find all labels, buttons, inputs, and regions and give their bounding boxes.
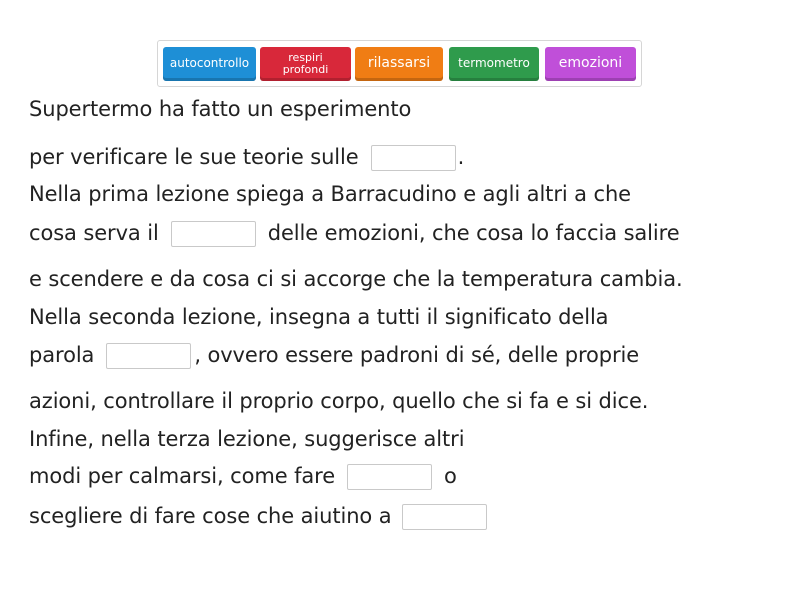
text-segment: Infine, nella terza lezione, suggerisce altri [29,427,465,451]
chip-termometro[interactable]: termometro [449,47,539,81]
chip-respiri-profondi[interactable]: respiri profondi [260,47,351,81]
text-line-9 [29,425,464,453]
chip-rilassarsi[interactable]: rilassarsi [355,47,443,81]
text-line-11 [29,502,493,530]
blank-2[interactable] [171,221,256,247]
chip-autocontrollo[interactable]: autocontrollo [163,47,256,81]
blank-4[interactable] [347,464,432,490]
text-line-4 [29,219,680,247]
text-line-3 [29,180,631,208]
text-segment: Nella seconda lezione, insegna a tutti il significato della [29,305,609,329]
text-line-6 [29,303,608,331]
text-segment: delle emozioni, che cosa lo faccia salire [267,221,680,245]
text-segment: Supertermo ha fatto un esperimento [29,97,412,121]
text-segment: parola [29,343,95,367]
text-segment: cosa serva il [29,221,159,245]
text-line-1 [29,95,411,123]
text-segment: , ovvero essere padroni di sé, delle proprie [194,343,640,367]
chip-emozioni[interactable]: emozioni [545,47,636,81]
text-segment: per verificare le sue teorie sulle [29,145,359,169]
text-segment: e scendere e da cosa ci si accorge che la temperatura cambia. [29,267,683,291]
text-line-5 [29,265,683,293]
blank-1[interactable] [371,145,456,171]
text-line-8 [29,387,648,415]
text-line-2 [29,143,464,171]
text-segment: scegliere di fare cose che aiutino a [29,504,392,528]
word-bank [157,40,642,87]
text-line-10 [29,462,457,490]
text-segment: azioni, controllare il proprio corpo, quello che si fa e si dice. [29,389,649,413]
blank-3[interactable] [106,343,191,369]
text-segment: o [444,464,457,488]
text-segment: modi per calmarsi, come fare [29,464,336,488]
text-line-7 [29,341,639,369]
blank-5[interactable] [402,504,487,530]
text-segment: Nella prima lezione spiega a Barracudino e agli altri a che [29,182,631,206]
text-segment: . [457,145,465,169]
